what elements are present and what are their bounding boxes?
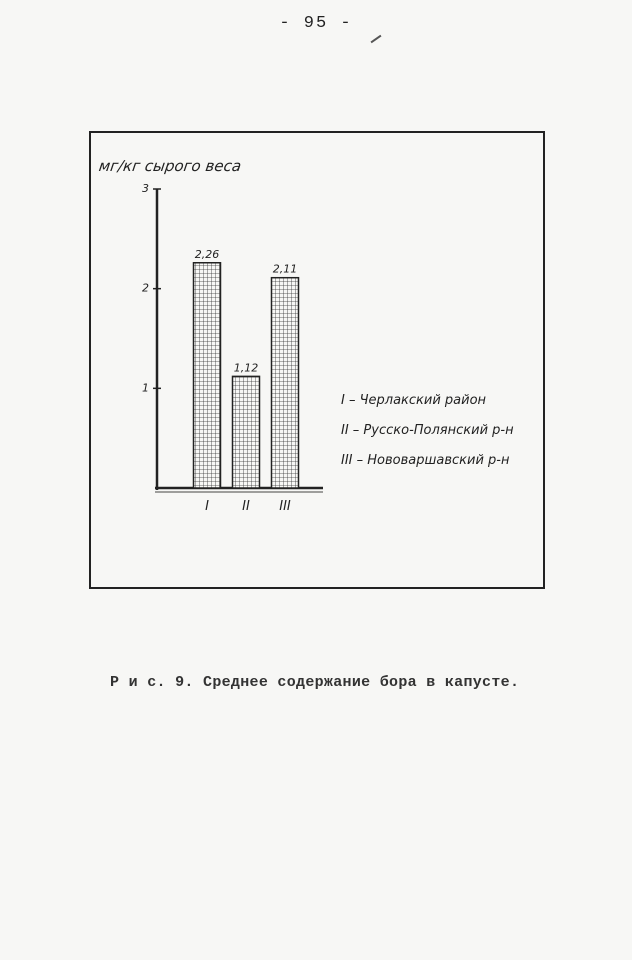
figure-frame	[89, 131, 545, 589]
bar-chart	[91, 133, 543, 587]
category-label-II: II	[242, 499, 250, 514]
stray-pen-mark	[371, 35, 382, 44]
y-tick-label: 2	[142, 281, 149, 295]
category-label-I: I	[205, 499, 209, 514]
bar-value-label-I: 2,26	[194, 247, 220, 261]
legend	[341, 389, 541, 479]
bar-III	[272, 278, 299, 488]
legend-item-I: I – Черлакский район	[341, 393, 487, 408]
page-number: - 95 -	[279, 14, 353, 33]
category-label-III: III	[279, 499, 291, 514]
bar-value-label-III: 2,11	[272, 262, 298, 276]
bar-value-label-II: 1,12	[233, 361, 259, 375]
y-axis-label: мг/кг сырого веса	[97, 157, 243, 175]
legend-item-II: II – Русско-Полянский р-н	[341, 423, 514, 438]
y-tick-label: 1	[142, 381, 149, 395]
legend-item-III: III – Нововаршавский р-н	[341, 453, 510, 468]
bar-I	[194, 263, 221, 488]
y-tick-label: 3	[142, 182, 149, 195]
bar-II	[233, 376, 260, 488]
figure-caption: Р и с. 9. Среднее содержание бора в капусте.	[110, 674, 520, 691]
